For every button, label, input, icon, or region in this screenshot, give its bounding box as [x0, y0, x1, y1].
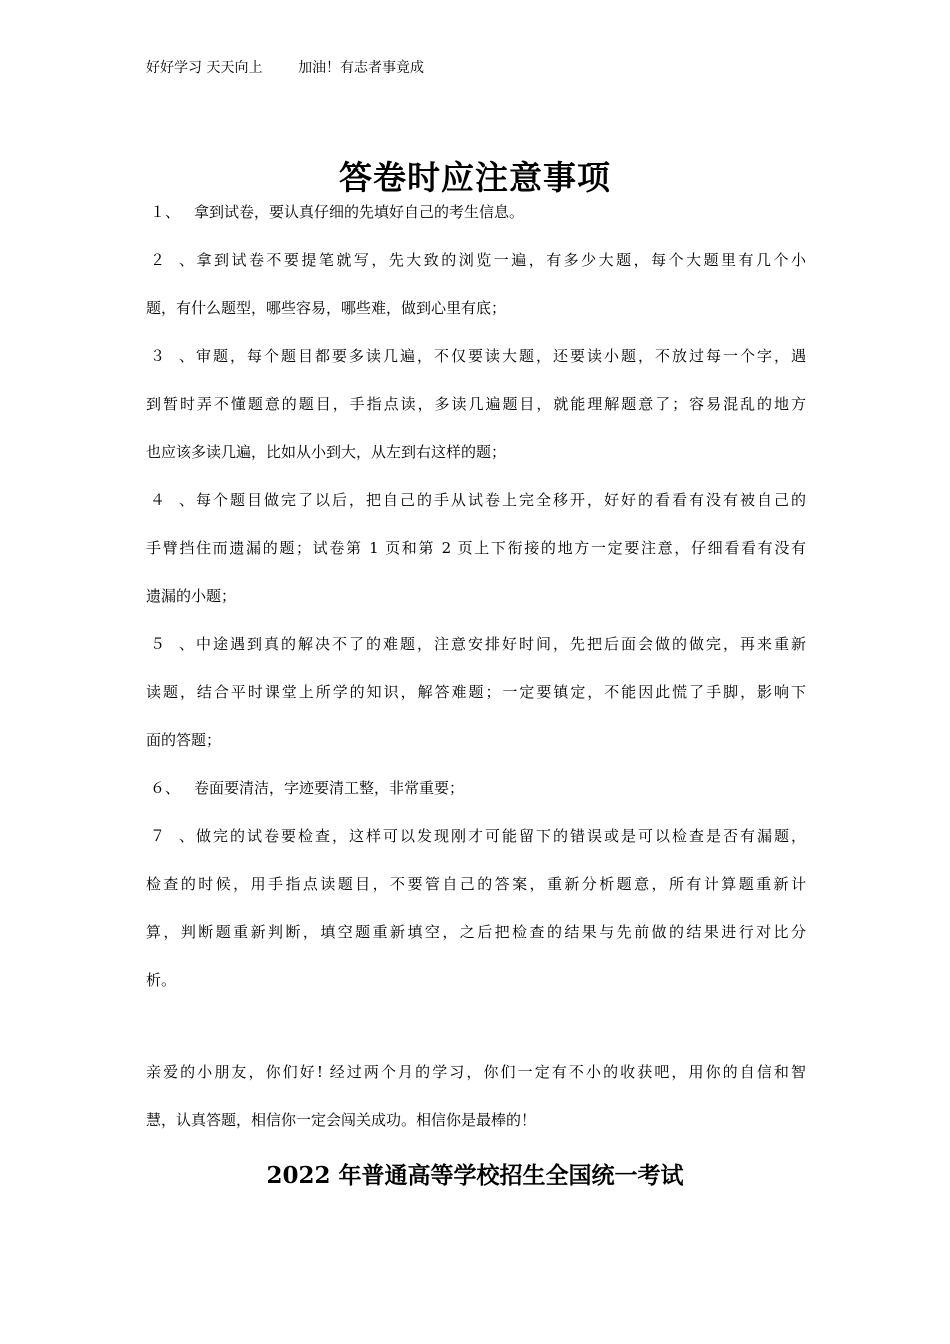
- instruction-text: 中途遇到真的解决不了的难题，注意安排好时间，先把后面会做的做完，再来重新: [194, 635, 806, 653]
- instruction-line: 手臂挡住而遗漏的题；试卷第 1 页和第 2 页上下衔接的地方一定要注意，仔细看看有没有: [146, 539, 806, 557]
- instruction-line: [146, 824, 806, 848]
- instruction-number: ６、: [150, 779, 181, 797]
- instruction-number: ７、: [150, 827, 194, 845]
- instruction-line: [146, 488, 806, 512]
- instruction-number: ５、: [150, 635, 194, 653]
- instruction-line: [146, 344, 806, 368]
- instruction-item-2: [146, 248, 806, 320]
- instruction-line: [146, 776, 806, 800]
- instruction-item-3: [146, 344, 806, 464]
- instruction-line: 算，判断题重新判断，填空题重新填空，之后把检查的结果与先前做的结果进行对比分: [146, 923, 806, 941]
- page-title: 答卷时应注意事项: [339, 158, 611, 197]
- instruction-line: 析。: [146, 971, 177, 989]
- instruction-number: ３、: [150, 347, 194, 365]
- instruction-text: 拿到试卷，要认真仔细的先填好自己的考生信息。: [194, 203, 525, 221]
- page-header: [146, 58, 424, 78]
- instruction-number: ２、: [150, 251, 194, 269]
- instruction-line: 读题，结合平时课堂上所学的知识，解答难题；一定要镇定，不能因此慌了手脚，影响下: [146, 683, 806, 701]
- instruction-line: 遗漏的小题；: [146, 587, 237, 605]
- closing-line: 慧，认真答题，相信你一定会闯关成功。相信你是最棒的！: [146, 1111, 537, 1129]
- header-right-motto: 加油！有志者事竟成: [298, 60, 425, 76]
- instruction-line: 到暂时弄不懂题意的题目，手指点读，多读几遍题目，就能理解题意了；容易混乱的地方: [146, 395, 806, 413]
- instruction-text: 每个题目做完了以后，把自己的手从试卷上完全移开，好好的看看有没有被自己的: [194, 491, 806, 509]
- instruction-line: [146, 200, 806, 224]
- instruction-line: 也应该多读几遍，比如从小到大，从左到右这样的题；: [146, 443, 507, 461]
- instruction-item-6: [146, 776, 806, 800]
- instructions-list: [146, 200, 806, 992]
- instruction-text: 审题，每个题目都要多读几遍，不仅要读大题，还要读小题，不放过每一个字，遇: [194, 347, 806, 365]
- header-left-motto: 好好学习 天天向上: [146, 60, 263, 76]
- instruction-text: 做完的试卷要检查，这样可以发现刚才可能留下的错误或是可以检查是否有漏题，: [194, 827, 806, 845]
- instruction-item-4: [146, 488, 806, 608]
- instruction-line: 题，有什么题型，哪些容易，哪些难，做到心里有底；: [146, 299, 507, 317]
- instruction-item-1: [146, 200, 806, 224]
- instruction-line: 检查的时候，用手指点读题目，不要管自己的答案，重新分析题意，所有计算题重新计: [146, 875, 806, 893]
- instruction-line: [146, 632, 806, 656]
- instruction-number: ４、: [150, 491, 194, 509]
- exam-title: 2022 年普通高等学校招生全国统一考试: [266, 1162, 684, 1189]
- closing-line: 亲爱的小朋友，你们好! 经过两个月的学习，你们一定有不小的收获吧，用你的自信和智: [146, 1063, 806, 1081]
- instruction-line: 面的答题；: [146, 731, 222, 749]
- instruction-text: 卷面要清洁，字迹要清工整，非常重要；: [194, 779, 465, 797]
- instruction-item-5: [146, 632, 806, 752]
- instruction-text: 拿到试卷不要提笔就写，先大致的浏览一遍，有多少大题，每个大题里有几个小: [194, 251, 806, 269]
- instruction-number: １、: [150, 203, 181, 221]
- instruction-line: [146, 248, 806, 272]
- instruction-item-7: [146, 824, 806, 992]
- closing-message: [146, 1060, 806, 1132]
